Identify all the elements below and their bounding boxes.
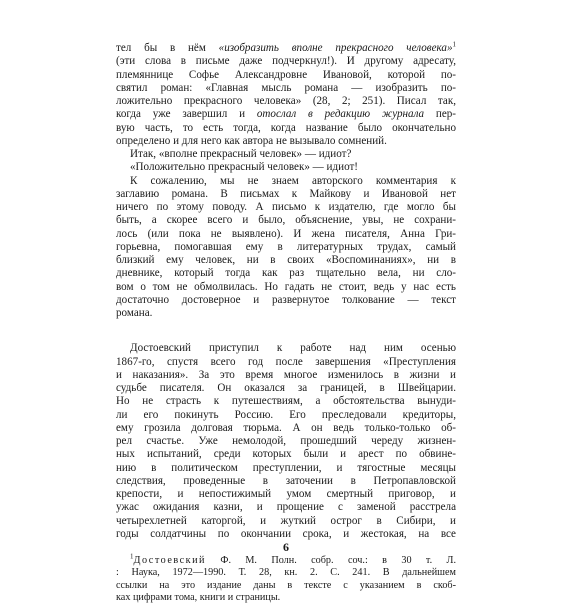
text-line: дневнике, который тогда как раз тщательно вела, ни сло- [116,267,456,280]
text-line: ложительно прекрасного человека» (28, 2; 251). Писал так, [116,95,456,107]
text-line: четырехлетней каторгой, и жуткий острог в Сибири, и [116,514,456,527]
text-line: лось (или пока не выявлено). И жена писателя, Анна Гри- [116,227,456,240]
text-line: быть, а скорее всего и было, объяснение, увы, не сохрани- [116,214,456,227]
footnote-marker: 1 [130,552,134,561]
footnote-line: ссылки на это издание даны в тексте с указанием в скоб- [116,579,456,591]
text-line: заглавию романа. В письмах к Майкову и Ивановой нет [116,187,456,200]
paragraph-5 [116,342,456,541]
text-line: вом о том не обмолвилась. Но гадать не стоит, ведь у нас есть [116,280,456,293]
text-line: крепости, и непостижимый умом смертный приговор, и [116,488,456,500]
text-line: судьбе писателя. Он оказался за границей, в Швейцарии. [116,382,456,394]
text-line: ли его покинуть Россию. Его преследовали кредиторы, [116,408,456,421]
footnote-line: ках цифрами тома, книги и страницы. [116,591,281,603]
footnote-reference: 1 [452,40,457,49]
text-line: вую часть, то есть тогда, когда название было окончательно [116,121,456,134]
footnote-line: $^1$Достоевский Ф. М. Полн. собр. соч.: в 30 т. Л. [130,552,456,566]
text-line: следствия, проведенные в заточении в Петропавловской [116,474,456,487]
page-number: 6 [283,540,289,554]
text-line: святил роман: «Главная мысль романа — изобразить по- [116,81,456,94]
text-line: ных испытаний, среди которых были и арест по обвине- [116,448,456,461]
paragraph-2: Итак, «вполне прекрасный человек» — идиот? [130,148,352,160]
text-line: определено и для него как автора не вызывало сомнений. [116,134,387,147]
text-line: (эти слова в письме даже подчеркнул!). И другому адресату, [116,55,456,68]
text-line: нию в политическом преступлении, и тягостные месяцы [116,461,456,474]
text-line: и наказания». За это время многое изменилось в жизни и [116,368,456,381]
text-line: романа. [116,307,153,319]
text-line: Достоевский приступил к работе над ним осенью [130,342,456,355]
text-line: тел бы в нём «изобразить вполне прекрасного человека»$^1$ [116,40,457,54]
footnote [116,552,456,604]
text-line: рел счастье. Уже немолодой, прошедший череду жизнен- [116,435,456,447]
text-line: племяннице Софье Александровне Ивановой, которой по- [116,68,456,81]
footnote-line: : Наука, 1972—1990. Т. 28, кн. 2. С. 241. В дальнейшем [116,567,456,579]
text-line: когда уже завершил и отослал в редакцию журнала пер- [116,108,456,121]
section-gap [116,320,456,342]
text-line: годы солдатчины по окончании срока, и жестокая, на все [116,527,456,540]
text-line: близкий ему человек, ни в своих «Воспоминаниях», ни в [116,254,456,266]
footnote-author: Достоевский [133,555,207,566]
book-page [116,42,456,604]
paragraph-4 [116,175,456,321]
text-line: 1867-го, спустя всего год после завершения «Преступления [116,355,456,368]
text-line: достаточно достоверное и развернутое толкование — текст [116,293,456,306]
text-line: ужас ожидания казни, и прощение с заменой расстрела [116,501,456,514]
text-line: ему грозила долговая тюрьма. А он ведь только-только об- [116,421,456,434]
paragraph-1 [116,42,456,148]
paragraph-3: «Положительно прекрасный человек» — идиот! [130,161,359,174]
text-line: Но не страсть к путешествиям, а обстоятельства вынуди- [116,395,456,408]
text-line: ничего по этому поводу. А письмо к издателю, где могло бы [116,201,456,213]
text-line: К сожалению, мы не знаем авторского комментария к [130,174,456,187]
text-line: горьевна, помогавшая ему в литературных трудах, самый [116,240,456,253]
